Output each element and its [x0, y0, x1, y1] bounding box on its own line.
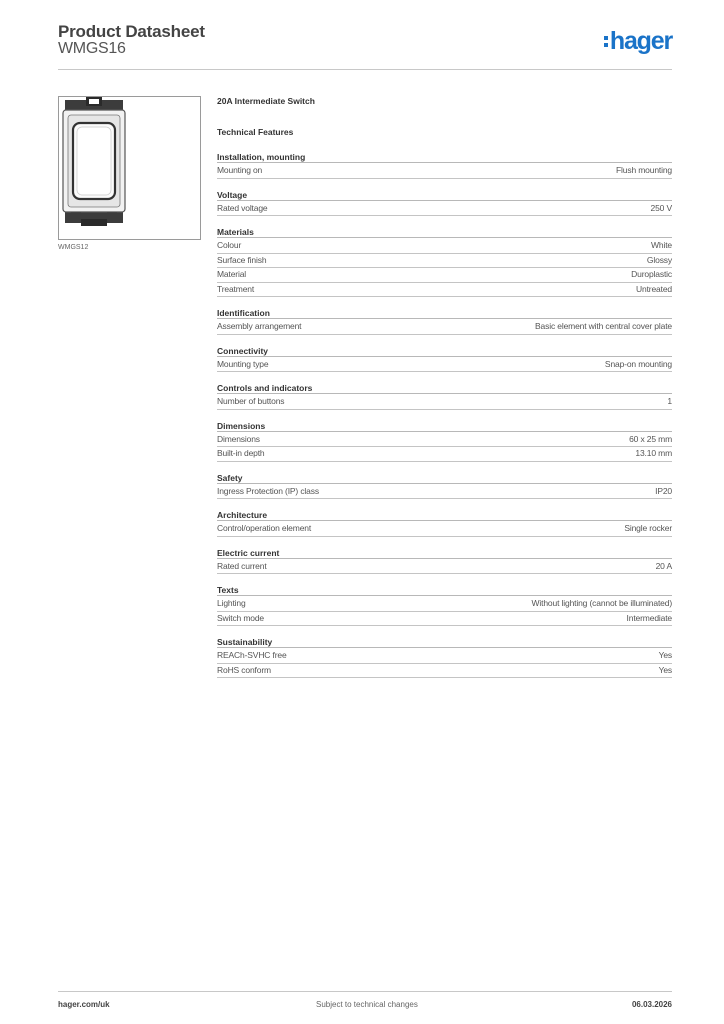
technical-data	[217, 96, 672, 688]
feature-row	[217, 664, 672, 679]
section-title: Identification	[217, 307, 672, 319]
feature-row	[217, 447, 672, 462]
feature-label: Control/operation element	[217, 523, 312, 533]
feature-label: Mounting on	[217, 165, 263, 175]
footer-date: 06.03.2026	[631, 1000, 672, 1009]
section-title: Materials	[217, 226, 672, 238]
feature-label: Dimensions	[217, 433, 260, 444]
section-title: Texts	[217, 584, 672, 596]
feature-label: Rated voltage	[217, 202, 268, 213]
feature-row	[217, 485, 672, 500]
feature-label: Number of buttons	[217, 396, 285, 406]
section-title: Architecture	[217, 509, 672, 521]
product-image	[58, 96, 201, 240]
feature-label: Ingress Protection (IP) class	[217, 485, 319, 496]
feature-label: Switch mode	[217, 612, 265, 623]
feature-row	[217, 358, 672, 373]
section-title: Sustainability	[217, 636, 672, 648]
page-header	[58, 22, 672, 70]
feature-section	[217, 151, 672, 179]
feature-value: Yes	[658, 650, 672, 660]
feature-value: 13.10 mm	[635, 448, 672, 458]
feature-value: Single rocker	[624, 523, 672, 533]
product-code: WMGS16	[58, 40, 126, 57]
section-title: Dimensions	[217, 420, 672, 432]
document-title: Product Datasheet	[58, 22, 205, 41]
feature-value: Glossy	[646, 254, 672, 265]
feature-row	[217, 560, 672, 575]
product-name: 20A Intermediate Switch	[217, 96, 315, 106]
feature-label: Built-in depth	[217, 448, 265, 458]
feature-section	[217, 420, 672, 462]
feature-value: 60 x 25 mm	[629, 433, 672, 444]
section-title: Voltage	[217, 189, 672, 201]
feature-label: Material	[217, 269, 247, 279]
feature-row	[217, 268, 672, 283]
feature-section	[217, 547, 672, 575]
feature-row	[217, 239, 672, 254]
feature-value: Basic element with central cover plate	[535, 321, 672, 331]
feature-value: Intermediate	[626, 612, 672, 623]
feature-section	[217, 189, 672, 217]
feature-row	[217, 254, 672, 269]
feature-row	[217, 164, 672, 179]
feature-label: Colour	[217, 240, 242, 250]
feature-section	[217, 382, 672, 410]
feature-value: Without lighting (cannot be illuminated)	[531, 598, 672, 608]
feature-label: Treatment	[217, 283, 255, 294]
logo-text: hager	[609, 26, 672, 55]
feature-section	[217, 226, 672, 297]
feature-row	[217, 649, 672, 664]
feature-row	[217, 612, 672, 627]
feature-label: Rated current	[217, 560, 267, 571]
feature-value: White	[651, 240, 672, 250]
feature-row	[217, 395, 672, 410]
feature-value: Duroplastic	[631, 269, 672, 279]
feature-row	[217, 320, 672, 335]
feature-value: Untreated	[636, 283, 672, 294]
feature-value: 250 V	[650, 202, 672, 213]
image-caption: WMGS12	[58, 244, 89, 251]
section-title: Electric current	[217, 547, 672, 559]
switch-module-image	[59, 97, 200, 239]
feature-label: Surface finish	[217, 254, 267, 265]
feature-section	[217, 345, 672, 373]
feature-value: 1	[667, 396, 672, 406]
section-title: Connectivity	[217, 345, 672, 357]
feature-row	[217, 433, 672, 448]
feature-label: RoHS conform	[217, 664, 271, 675]
feature-row	[217, 522, 672, 537]
feature-row	[217, 597, 672, 612]
feature-label: REACh-SVHC free	[217, 650, 287, 660]
page-footer	[58, 991, 672, 1011]
feature-value: 20 A	[655, 560, 672, 571]
feature-section	[217, 509, 672, 537]
section-title: Installation, mounting	[217, 151, 672, 163]
feature-section	[217, 636, 672, 678]
feature-section	[217, 584, 672, 626]
logo-colon-icon	[604, 34, 608, 48]
feature-section	[217, 472, 672, 500]
feature-section	[217, 307, 672, 335]
feature-sections	[217, 151, 672, 678]
feature-label: Assembly arrangement	[217, 321, 302, 331]
technical-features-heading: Technical Features	[217, 127, 294, 137]
section-title: Safety	[217, 472, 672, 484]
feature-label: Lighting	[217, 598, 246, 608]
footer-notice: Subject to technical changes	[316, 1000, 418, 1009]
feature-label: Mounting type	[217, 358, 269, 369]
feature-value: Flush mounting	[615, 165, 672, 175]
feature-value: Snap-on mounting	[604, 358, 672, 369]
feature-value: Yes	[658, 664, 672, 675]
hager-logo	[604, 28, 672, 54]
feature-value: IP20	[655, 485, 672, 496]
feature-row	[217, 283, 672, 298]
feature-row	[217, 202, 672, 217]
footer-website[interactable]: hager.com/uk	[58, 1000, 110, 1009]
section-title: Controls and indicators	[217, 382, 672, 394]
